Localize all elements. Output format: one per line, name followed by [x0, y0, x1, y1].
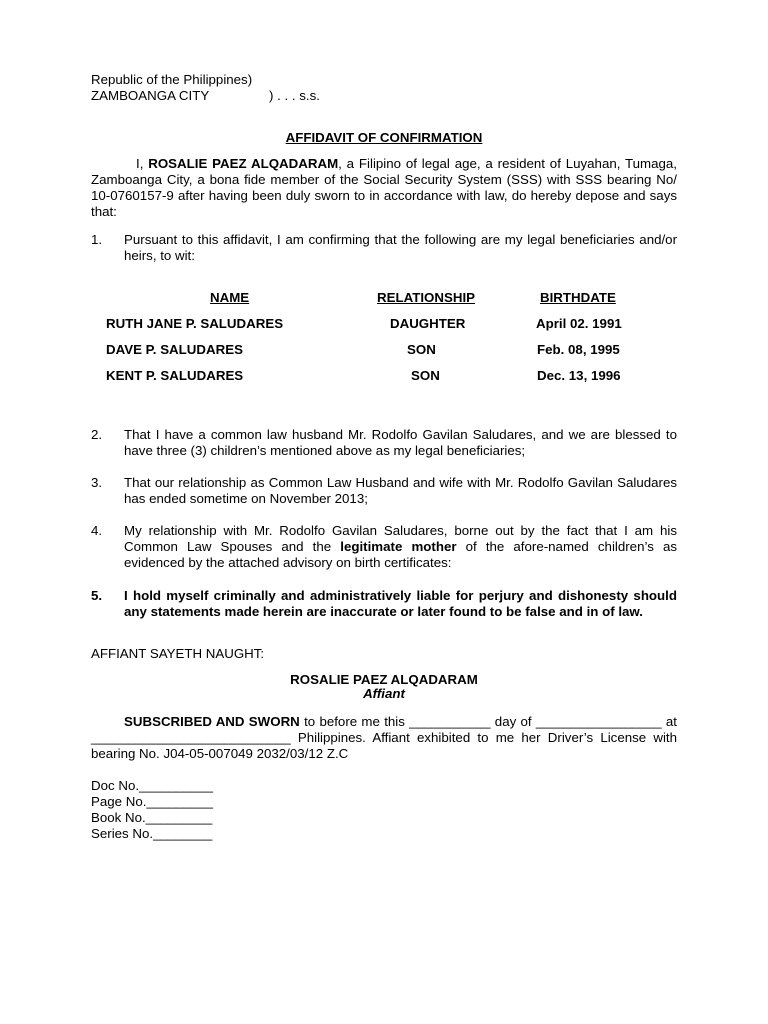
affiant-name: ROSALIE PAEZ ALQADARAM — [148, 156, 339, 171]
doc-number: Doc No.__________ — [91, 778, 213, 793]
jurat-paragraph: SUBSCRIBED AND SWORN to before me this ___________ day of _________________ at ___________________________ Philippines. Affiant exhibited to me her Driver’s License with bearing No. J04-05-007049 2032/03/12 Z.C — [91, 714, 677, 761]
header-ss: ) . . . s.s. — [269, 88, 320, 103]
item-2: 2. That I have a common law husband Mr. Rodolfo Gavilan Saludares, and we are blessed to have three (3) children’s mentioned above as my legal beneficiaries; — [91, 427, 677, 458]
table-cell-name: KENT P. SALUDARES — [106, 368, 244, 383]
signature-name: ROSALIE PAEZ ALQADARAM — [290, 672, 478, 687]
item-5: 5. I hold myself criminally and administratively liable for perjury and dishonesty should any statements made herein are inaccurate or later found to be false and in of law. — [91, 588, 677, 619]
item-4: 4. My relationship with Mr. Rodolfo Gavilan Saludares, borne out by the fact that I am his Common Law Spouses and the legitimate mother of the afore-named children’s as evidenced by the attached advisory on birth certificates: — [91, 523, 677, 570]
table-header-name: NAME — [210, 290, 250, 305]
item-1: 1. Pursuant to this affidavit, I am confirming that the following are my legal beneficiaries and/or heirs, to wit: — [91, 232, 677, 263]
signature-role: Affiant — [363, 686, 405, 701]
table-cell-relationship: SON — [407, 342, 436, 357]
table-header-birthdate: BIRTHDATE — [540, 290, 616, 305]
intro-paragraph: I, ROSALIE PAEZ ALQADARAM, a Filipino of legal age, a resident of Luyahan, Tumaga, Zamboanga City, a bona fide member of the Social Security System (SSS) with SSS bearing No/ 10-0760157-9 after having been duly sworn to in accordance with law, do hereby depose and says that: — [91, 156, 678, 219]
series-number: Series No.________ — [91, 826, 213, 841]
item-3: 3. That our relationship as Common Law Husband and wife with Mr. Rodolfo Gavilan Saludares has ended sometime on November 2013; — [91, 475, 677, 506]
header-city: ZAMBOANGA CITY — [91, 88, 210, 103]
header-republic: Republic of the Philippines) — [91, 72, 253, 87]
table-cell-birthdate: April 02. 1991 — [536, 316, 622, 331]
table-cell-birthdate: Dec. 13, 1996 — [537, 368, 621, 383]
table-cell-name: DAVE P. SALUDARES — [106, 342, 243, 357]
table-header-relationship: RELATIONSHIP — [377, 290, 476, 305]
table-cell-birthdate: Feb. 08, 1995 — [537, 342, 620, 357]
document-title: AFFIDAVIT OF CONFIRMATION — [285, 130, 483, 145]
table-cell-relationship: SON — [411, 368, 440, 383]
beneficiaries-table — [0, 0, 768, 400]
page-number: Page No._________ — [91, 794, 213, 809]
book-number: Book No._________ — [91, 810, 213, 825]
affiant-sayeth-naught: AFFIANT SAYETH NAUGHT: — [91, 646, 265, 661]
table-cell-relationship: DAUGHTER — [390, 316, 466, 331]
table-cell-name: RUTH JANE P. SALUDARES — [106, 316, 284, 331]
